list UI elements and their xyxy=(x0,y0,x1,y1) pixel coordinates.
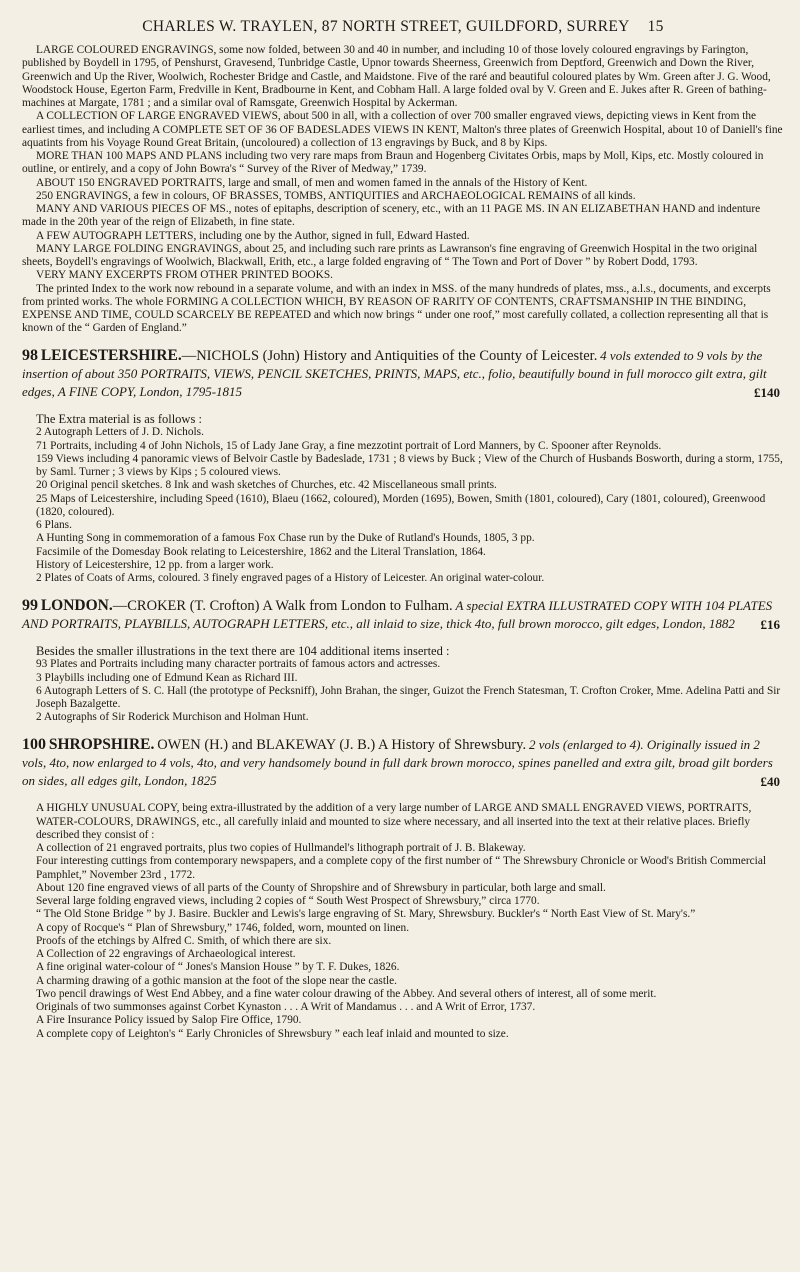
list-item: 3 Playbills including one of Edmund Kean as Richard III. xyxy=(36,671,298,684)
list-item: History of Leicestershire, 12 pp. from a larger work. xyxy=(36,558,274,571)
list-item: 6 Plans. xyxy=(36,519,72,532)
lot-97-continuation xyxy=(22,44,784,336)
lot-heading xyxy=(22,347,784,402)
list-item: A fine original water-colour of “ Jones's Mansion House ” by T. F. Dukes, 1826. xyxy=(36,961,400,974)
list-item: 20 Original pencil sketches. 8 Ink and wash sketches of Churches, etc. 42 Miscellaneous small prints. xyxy=(36,479,497,492)
lot-author: —NICHOLS (John) History and Antiquities of the County of Leicester. xyxy=(181,347,598,364)
list-item: 71 Portraits, including 4 of John Nichols, 15 of Lady Jane Gray, a fine mezzotint portrait of Lord Manners, by C. Spooner after Reynolds. xyxy=(36,439,662,452)
list-item: 159 Views including 4 panoramic views of Belvoir Castle by Badeslade, 1731 ; 8 views by Buck ; View of the Church of Husbands Bosworth, during a storm, 1755, by Saml. Turner ; 3 views by Kips ; 5 coloured views. xyxy=(36,452,783,479)
list-item: The Extra material is as follows : xyxy=(36,412,202,427)
lot-title: LONDON. xyxy=(40,596,113,614)
list-item: “ The Old Stone Bridge ” by J. Basire. Buckler and Lewis's large engraving of St. Mary, Shrewsbury. Buckler's “ North East View of St. Mary's.” xyxy=(36,908,696,921)
list-item: 2 Plates of Coats of Arms, coloured. 3 finely engraved pages of a History of Leicester. An original water-colour. xyxy=(36,572,545,585)
list-item: A Fire Insurance Policy issued by Salop Fire Office, 1790. xyxy=(36,1014,302,1027)
list-item: A Hunting Song in commemoration of a famous Fox Chase run by the Duke of Rutland's Hounds, 1805, 3 pp. xyxy=(36,532,535,545)
lot-100 xyxy=(22,736,784,1041)
lot-price: £16 xyxy=(760,616,780,632)
lot-description: 4 vols extended to 9 vols by the insertion of about 350 PORTRAITS, VIEWS, PENCIL SKETCHES, PRINTS, MAPS, etc., folio, beautifully bound in full morocco gilt extra, gilt edges, A FINE COPY, London, 1795-1815 xyxy=(22,347,767,399)
list-item: 25 Maps of Leicestershire, including Speed (1610), Blaeu (1662, coloured), Morden (1695), Bowen, Smith (1801, coloured), Cary (1801, coloured), Greenwood (1820, coloured). xyxy=(36,492,766,518)
list-item: Proofs of the etchings by Alfred C. Smith, of which there are six. xyxy=(36,934,332,947)
lot-price: £140 xyxy=(754,384,780,400)
lot-99 xyxy=(22,597,784,725)
list-item: Originals of two summonses against Corbet Kynaston . . . A Writ of Mandamus . . . and A Writ of Error, 1737. xyxy=(36,1001,536,1014)
list-item: A Collection of 22 engravings of Archaeological interest. xyxy=(36,948,296,961)
paragraph: LARGE COLOURED ENGRAVINGS, some now folded, between 30 and 40 in number, and including 10 of those lovely coloured engravings by Farington, published by Boydell in 1795, of Penshurst, Gravesend, Tunbridge Castle, Upnor towards Sheerness, Greenwich from Deptford, Greenwich and Down the River, Greenwich and Up the River, Woolwich, Rochester Bridge and Castle, and Maidstone. Five of the raré and beautiful coloured plates by Wm. Green after J. G. Wood, Woodstock House, Egerton Farm, Fredville in Kent, Bradbourne in Kent, and Cobham Hall. A large folded oval by V. Green and E. Jukes after R. Green of bathing-machines at Margate, 1781 ; and a similar oval of Ramsgate, Greenwich Hospital by Ackerman. xyxy=(22,44,771,109)
lot-description: A special EXTRA ILLUSTRATED COPY WITH 104 PLATES AND PORTRAITS, PLAYBILLS, AUTOGRAPH LETTERS, etc., all inlaid to size, thick 4to, full brown morocco, gilt edges, London, 1882 xyxy=(22,597,773,631)
list-item: A collection of 21 engraved portraits, plus two copies of Hullmandel's lithograph portrait of J. B. Blakeway. xyxy=(36,842,526,855)
list-item: A copy of Rocque's “ Plan of Shrewsbury,” 1746, folded, worn, mounted on linen. xyxy=(36,921,410,934)
list-item: Four interesting cuttings from contemporary newspapers, and a complete copy of the first number of “ The Shrewsbury Chronicle or Wood's British Commercial Pamphlet,” November 23rd , 1772. xyxy=(36,855,767,881)
paragraph: A COLLECTION OF LARGE ENGRAVED VIEWS, about 500 in all, with a collection of over 700 smaller engraved views, depicting views in Kent from the earliest times, and including A COMPLETE SET OF 36 OF BADESLADES VIEWS IN KENT, Malton's three plates of Greenwich Hospital, about 10 of Daniell's fine aquatints from his Voyage Round Great Britain, (uncoloured) a collection of 13 engravings by Buck, and 8 by Kips. xyxy=(22,110,783,149)
paragraph: The printed Index to the work now rebound in a separate volume, and with an index in MSS. of the many hundreds of plates, mss., a.l.s., documents, and excerpts from printed works. The whole FORMING A COLLECTION WHICH, BY REASON OF RARITY OF CONTENTS, CRAFTSMANSHIP IN THE BINDING, EXPENSE AND TIME, COULD SCARCELY BE REPEATED and which now brings “ under one roof,” most carefully collated, a collection representing all that is known of the “ Garden of England.” xyxy=(22,282,771,335)
lot-description: 2 vols (enlarged to 4). Originally issued in 2 vols, 4to, now enlarged to 4 vols, 4to, and very handsomely bound in full dark brown morocco, spines panelled and extra gilt, broad gilt borders on sides, all edges gilt, London, 1825 xyxy=(22,736,773,788)
lot-number: 100 xyxy=(22,735,46,753)
list-item: Several large folding engraved views, including 2 copies of “ South West Prospect of Shrewsbury,” circa 1770. xyxy=(36,895,540,908)
dealer-heading: CHARLES W. TRAYLEN, 87 NORTH STREET, GUILDFORD, SURREY xyxy=(142,18,630,35)
paragraph: A FEW AUTOGRAPH LETTERS, including one by the Author, signed in full, Edward Hasted. xyxy=(36,229,470,242)
paragraph: ABOUT 150 ENGRAVED PORTRAITS, large and small, of men and women famed in the annals of the History of Kent. xyxy=(36,176,588,189)
lot-author: OWEN (H.) and BLAKEWAY (J. B.) A History of Shrewsbury. xyxy=(157,736,527,753)
lot-heading xyxy=(22,597,784,634)
list-item: 6 Autograph Letters of S. C. Hall (the prototype of Pecksniff), John Brahan, the singer, Guizot the French Statesman, T. Crofton Croker, Mme. Adelina Patti and Sir Joseph Bazalgette. xyxy=(36,684,781,711)
paragraph: MANY AND VARIOUS PIECES OF MS., notes of epitaphs, description of scenery, etc., with an 11 PAGE MS. IN AN ELIZABETHAN HAND and indenture made in the 20th year of the reign of Elizabeth, in fine state. xyxy=(22,203,761,229)
page-header xyxy=(22,18,784,36)
lot-price: £40 xyxy=(760,773,780,789)
list-item: 2 Autographs of Sir Roderick Murchison and Holman Hunt. xyxy=(36,711,309,724)
paragraph: MORE THAN 100 MAPS AND PLANS including two very rare maps from Braun and Hogenberg Civitates Orbis, maps by Moll, Kips, etc. Mostly coloured in outline, or entirely, and a copy of John Bowra's “ Survey of the River of Medway,” 1739. xyxy=(22,150,764,176)
paragraph: VERY MANY EXCERPTS FROM OTHER PRINTED BOOKS. xyxy=(36,269,333,282)
lot-title: LEICESTERSHIRE. xyxy=(40,346,182,364)
paragraph: 250 ENGRAVINGS, a few in colours, OF BRASSES, TOMBS, ANTIQUITIES and ARCHAEOLOGICAL REMAINS of all kinds. xyxy=(36,189,636,202)
list-item: 2 Autograph Letters of J. D. Nichols. xyxy=(36,426,204,439)
list-item: Two pencil drawings of West End Abbey, and a fine water colour drawing of the Abbey. And several others of interest, all of some merit. xyxy=(36,987,657,1000)
lot-author: —CROKER (T. Crofton) A Walk from London to Fulham. xyxy=(112,597,453,614)
lot-title: SHROPSHIRE. xyxy=(48,735,155,753)
list-item: Besides the smaller illustrations in the text there are 104 additional items inserted : xyxy=(36,644,450,659)
list-item: A HIGHLY UNUSUAL COPY, being extra-illustrated by the addition of a very large number of LARGE AND SMALL ENGRAVED VIEWS, PORTRAITS, WATER-COLOURS, DRAWINGS, etc., all carefully inlaid and mounted to size where necessary, and all inserted into the text at their relative places. Briefly described they consist of : xyxy=(36,802,752,841)
list-item: A charming drawing of a gothic mansion at the foot of the slope near the castle. xyxy=(36,974,398,987)
list-item: Facsimile of the Domesday Book relating to Leicestershire, 1862 and the Literal Translation, 1864. xyxy=(36,545,486,558)
lot-heading xyxy=(22,736,784,791)
list-item: 93 Plates and Portraits including many character portraits of famous actors and actresses. xyxy=(36,658,441,671)
lot-number: 99 xyxy=(22,596,38,614)
page-number: 15 xyxy=(647,18,664,35)
list-item: A complete copy of Leighton's “ Early Chronicles of Shrewsbury ” each leaf inlaid and mounted to size. xyxy=(36,1027,509,1040)
lot-98 xyxy=(22,347,784,586)
list-item: About 120 fine engraved views of all parts of the County of Shropshire and of Shrewsbury in particular, both large and small. xyxy=(36,881,606,894)
lot-number: 98 xyxy=(22,346,38,364)
paragraph: MANY LARGE FOLDING ENGRAVINGS, about 25, and including such rare prints as Lawranson's fine engraving of Greenwich Hospital in the two original sheets, Boydell's engravings of Woolwich, Blackwall, Erith, etc., a large folded engraving of “ The Town and Port of Dover ” by Robert Dodd, 1793. xyxy=(22,242,758,268)
